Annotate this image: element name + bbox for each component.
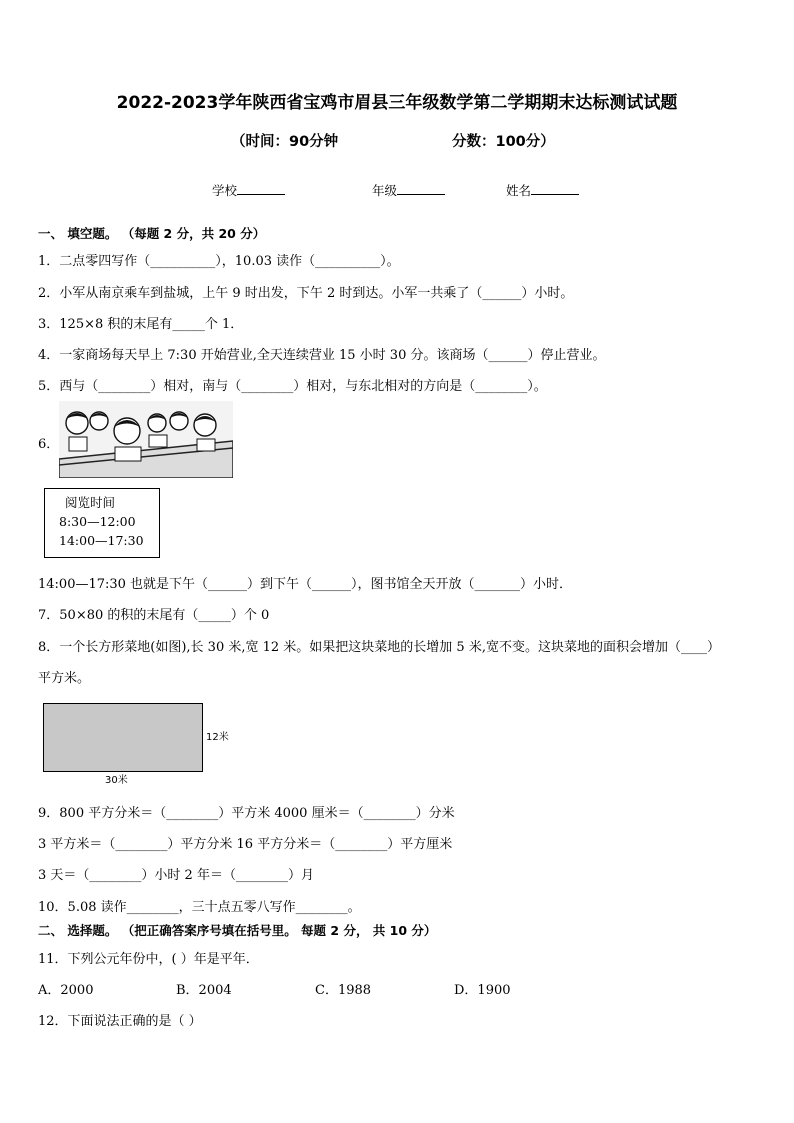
question-8-line-2: 平方米。: [38, 671, 91, 686]
plot-width-label: 12米: [206, 732, 229, 743]
vegetable-plot-rectangle: [43, 703, 203, 772]
question-7: 7．50×80 的积的末尾有（_____）个 0: [38, 608, 270, 623]
plot-length-label: 30米: [105, 775, 128, 786]
question-6: 14:00—17:30 也就是下午（______）到下午（______），图书馆全天开放（_______）小时．: [38, 577, 573, 592]
question-1: 1．二点零四写作（__________），10.03 读作（__________）。: [38, 254, 400, 269]
grade-field[interactable]: [372, 181, 445, 199]
question-10: 10．5.08 读作________，三十点五零八写作________。: [38, 900, 361, 915]
exam-score: 分数：100分）: [452, 134, 555, 150]
question-4: 4．一家商场每天早上 7:30 开始营业,全天连续营业 15 小时 30 分。该商场（______）停止营业。: [38, 348, 606, 363]
reading-time-header: 阅览时间: [65, 495, 116, 510]
question-5: 5．西与（________）相对，南与（________）相对，与东北相对的方向是（________）。: [38, 379, 547, 394]
section1-heading: 一、 填空题。 （每题 2 分，共 20 分）: [38, 226, 266, 241]
question-11-stem: 11．下列公元年份中，( ）年是平年．: [38, 952, 259, 967]
name-blank[interactable]: [531, 181, 579, 195]
question-9-row-1: 9．800 平方分米＝（________）平方米 4000 厘米＝（________）分米: [38, 806, 455, 821]
grade-label: 年级: [372, 183, 398, 198]
question-8-line-1: 8．一个长方形菜地(如图),长 30 米,宽 12 米。如果把这块菜地的长增加 5 米,宽不变。这块菜地的面积会增加（____）: [38, 640, 720, 655]
name-label: 姓名: [506, 183, 532, 198]
school-label: 学校: [212, 183, 238, 198]
section2-heading: 二、 选择题。 （把正确答案序号填在括号里。 每题 2 分， 共 10 分）: [38, 923, 437, 938]
exam-time: （时间：90分钟: [231, 134, 339, 150]
q11-option-b[interactable]: B．2004: [176, 983, 232, 998]
school-field[interactable]: [212, 181, 285, 199]
question-3: 3．125×8 积的末尾有_____个 1．: [38, 317, 244, 332]
q11-option-a[interactable]: A．2000: [38, 983, 94, 998]
reading-time-row-2: 14:00—17:30: [59, 533, 144, 548]
question-6-number: 6．: [38, 437, 60, 452]
question-9-row-3: 3 天＝（________）小时 2 年＝（________）月: [38, 868, 314, 883]
students-reading-illustration: [59, 401, 233, 478]
name-field[interactable]: [506, 181, 579, 199]
q11-option-d[interactable]: D．1900: [454, 983, 511, 998]
page-title: 2022-2023学年陕西省宝鸡市眉县三年级数学第二学期期末达标测试试题: [116, 93, 678, 113]
question-12-stem: 12．下面说法正确的是（ ）: [38, 1014, 202, 1029]
reading-time-table: [44, 488, 160, 558]
grade-blank[interactable]: [397, 181, 445, 195]
question-2: 2．小军从南京乘车到盐城，上午 9 时出发，下午 2 时到达。小军一共乘了（______）小时。: [38, 286, 574, 301]
reading-time-row-1: 8:30—12:00: [59, 514, 136, 529]
question-9-row-2: 3 平方米＝（________）平方分米 16 平方分米＝（________）平方厘米: [38, 837, 453, 852]
school-blank[interactable]: [237, 181, 285, 195]
q11-option-c[interactable]: C．1988: [315, 983, 372, 998]
